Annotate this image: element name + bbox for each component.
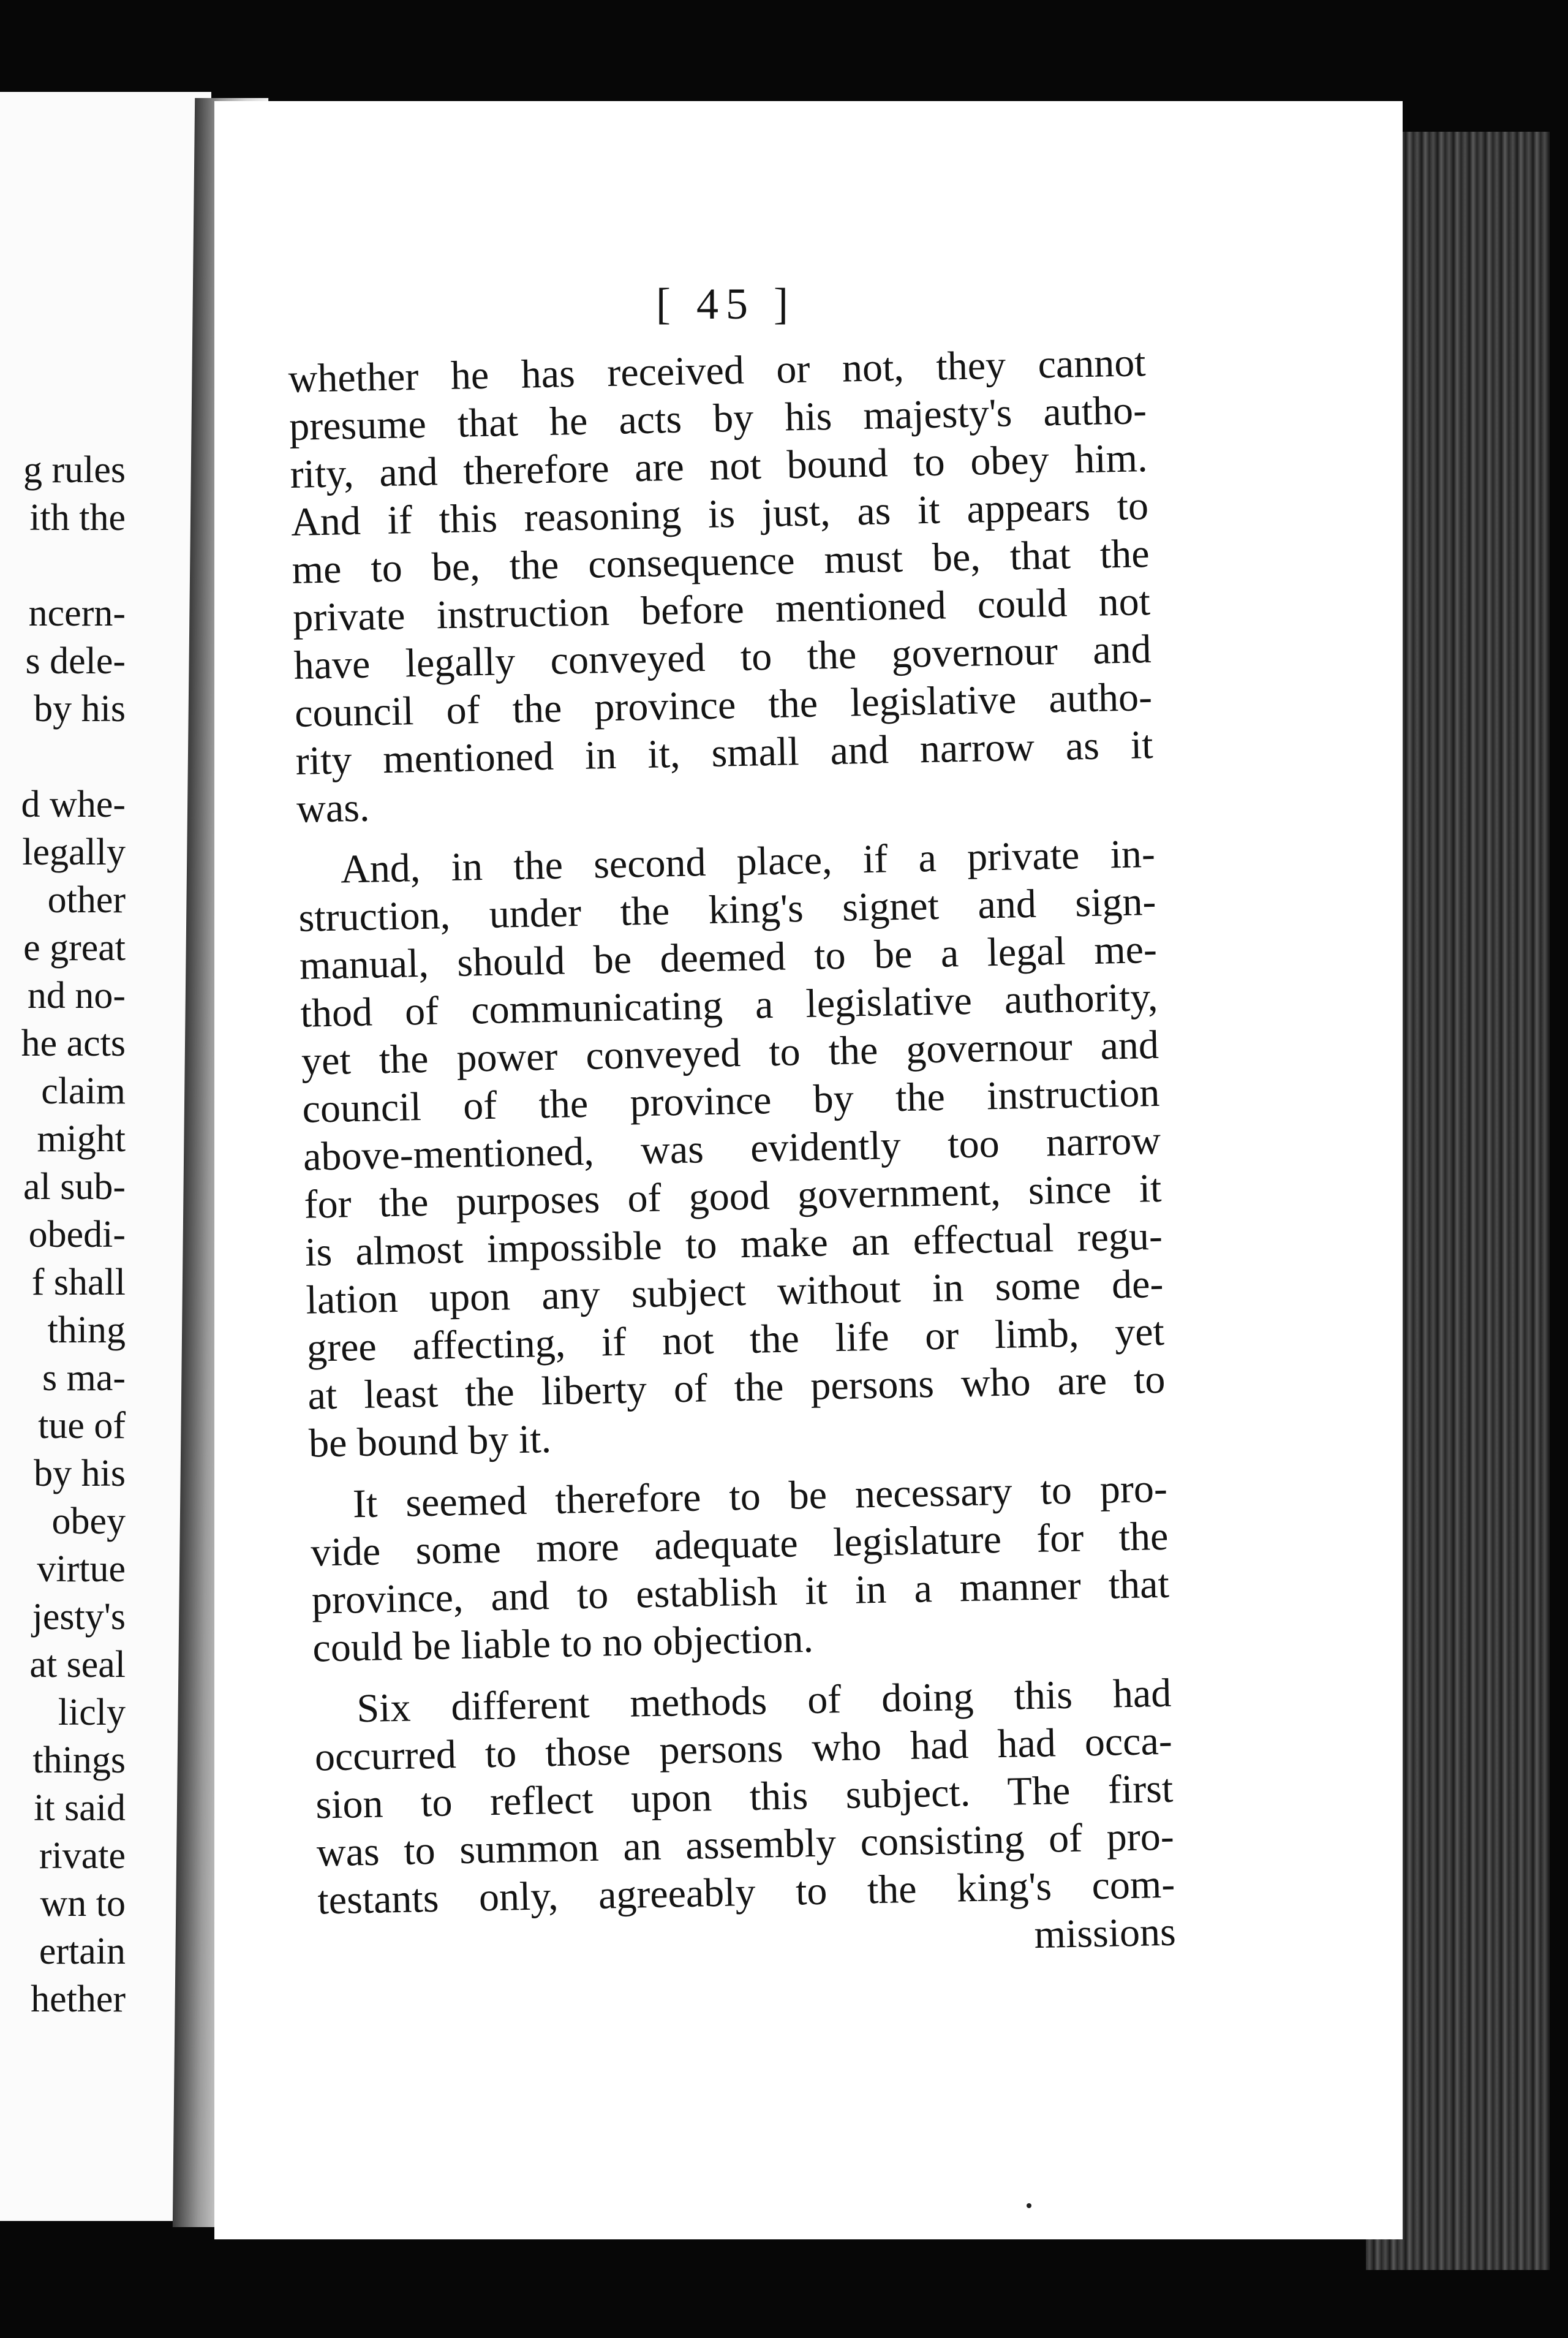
left-line: hether	[31, 1978, 126, 2020]
page-number: [ 45 ]	[656, 279, 796, 328]
text-line: for the purposes of good government, since it	[303, 1165, 1163, 1227]
left-line: tue of	[38, 1405, 126, 1447]
text-line: rity, and therefore are not bound to obey him.	[290, 436, 1148, 497]
text-line: have legally conveyed to the governour and	[293, 627, 1152, 688]
left-line: rivate	[39, 1835, 126, 1877]
paragraph	[288, 339, 1155, 833]
left-line: f shall	[31, 1262, 126, 1303]
text-line: is almost impossible to make an effectual regu-	[304, 1213, 1163, 1275]
left-line: it said	[34, 1787, 126, 1829]
text-line: struction, under the king's signet and sign-	[298, 879, 1157, 940]
left-line: ith the	[29, 497, 126, 539]
left-line: licly	[58, 1692, 126, 1733]
left-line: claim	[41, 1070, 126, 1112]
left-line: ncern-	[28, 592, 126, 634]
left-line: thing	[47, 1309, 126, 1351]
left-line: by his	[34, 688, 126, 730]
text-line: occurred to those persons who had had occa-	[314, 1718, 1173, 1780]
left-line: virtue	[37, 1548, 126, 1590]
text-line: at least the liberty of the persons who are to	[307, 1356, 1166, 1418]
left-line: at seal	[29, 1644, 126, 1685]
left-line: obedi-	[28, 1214, 126, 1255]
left-line	[0, 733, 126, 781]
text-line: province, and to establish it in a manner that	[311, 1561, 1170, 1623]
text-line: manual, should be deemed to be a legal me-	[299, 926, 1158, 988]
left-line: by his	[34, 1453, 126, 1494]
text-line: And, in the second place, if a private in-	[340, 831, 1156, 892]
left-line: ertain	[39, 1931, 126, 1972]
left-line: things	[32, 1739, 126, 1781]
left-line: g rules	[23, 449, 126, 491]
text-line: thod of communicating a legislative authority,	[300, 974, 1159, 1036]
text-line: council of the province by the instruction	[301, 1070, 1161, 1132]
text-line: be bound by it.	[308, 1417, 552, 1466]
paragraph	[309, 1465, 1170, 1673]
left-line: jesty's	[32, 1596, 126, 1638]
left-line: wn to	[40, 1883, 126, 1924]
text-line: It seemed therefore to be necessary to pro-	[352, 1466, 1168, 1527]
left-line: obey	[51, 1500, 126, 1542]
left-line: s dele-	[25, 640, 126, 682]
catchword: missions	[1033, 1909, 1177, 1958]
text-line: gree affecting, if not the life or limb, yet	[306, 1309, 1165, 1371]
left-page-text-fragments	[0, 446, 126, 2023]
left-line: nd no-	[27, 975, 126, 1016]
text-line: rity mentioned in it, small and narrow as it	[295, 722, 1154, 784]
left-line: other	[47, 879, 126, 921]
text-line: vide some more adequate legislature for the	[310, 1513, 1169, 1575]
text-line: Six different methods of doing this had	[356, 1670, 1172, 1731]
text-line: whether he has received or not, they cannot	[288, 340, 1147, 401]
text-line: private instruction before mentioned could not	[292, 579, 1151, 640]
left-line: might	[37, 1118, 126, 1160]
paragraph	[297, 830, 1166, 1468]
text-line: me to be, the consequence must be, that the	[292, 531, 1150, 592]
text-line: lation upon any subject without in some de-	[305, 1261, 1164, 1323]
text-line: presume that he acts by his majesty's autho-	[288, 388, 1147, 449]
ink-speck	[1027, 2203, 1031, 2208]
text-line: testants only, agreeably to the king's com-	[317, 1861, 1175, 1923]
text-line: was.	[296, 785, 371, 831]
text-line: could be liable to no objection.	[312, 1616, 814, 1671]
text-line: council of the province the legislative autho-	[294, 675, 1153, 736]
text-line: And if this reasoning is just, as it appears to	[290, 483, 1149, 545]
left-line: he acts	[21, 1023, 126, 1064]
paragraph	[314, 1670, 1175, 1925]
text-line: was to summon an assembly consisting of pro-	[316, 1814, 1175, 1875]
left-line: legally	[22, 831, 126, 873]
left-line: d whe-	[21, 784, 126, 825]
left-line: e great	[23, 927, 126, 969]
body-text	[288, 339, 1176, 1972]
text-line: yet the power conveyed to the governour and	[301, 1022, 1159, 1084]
left-line	[0, 542, 126, 589]
left-line: s ma-	[42, 1357, 126, 1399]
text-line: sion to reflect upon this subject. The first	[315, 1766, 1174, 1828]
text-line: above-mentioned, was evidently too narrow	[303, 1118, 1161, 1179]
left-line: al sub-	[23, 1166, 126, 1208]
